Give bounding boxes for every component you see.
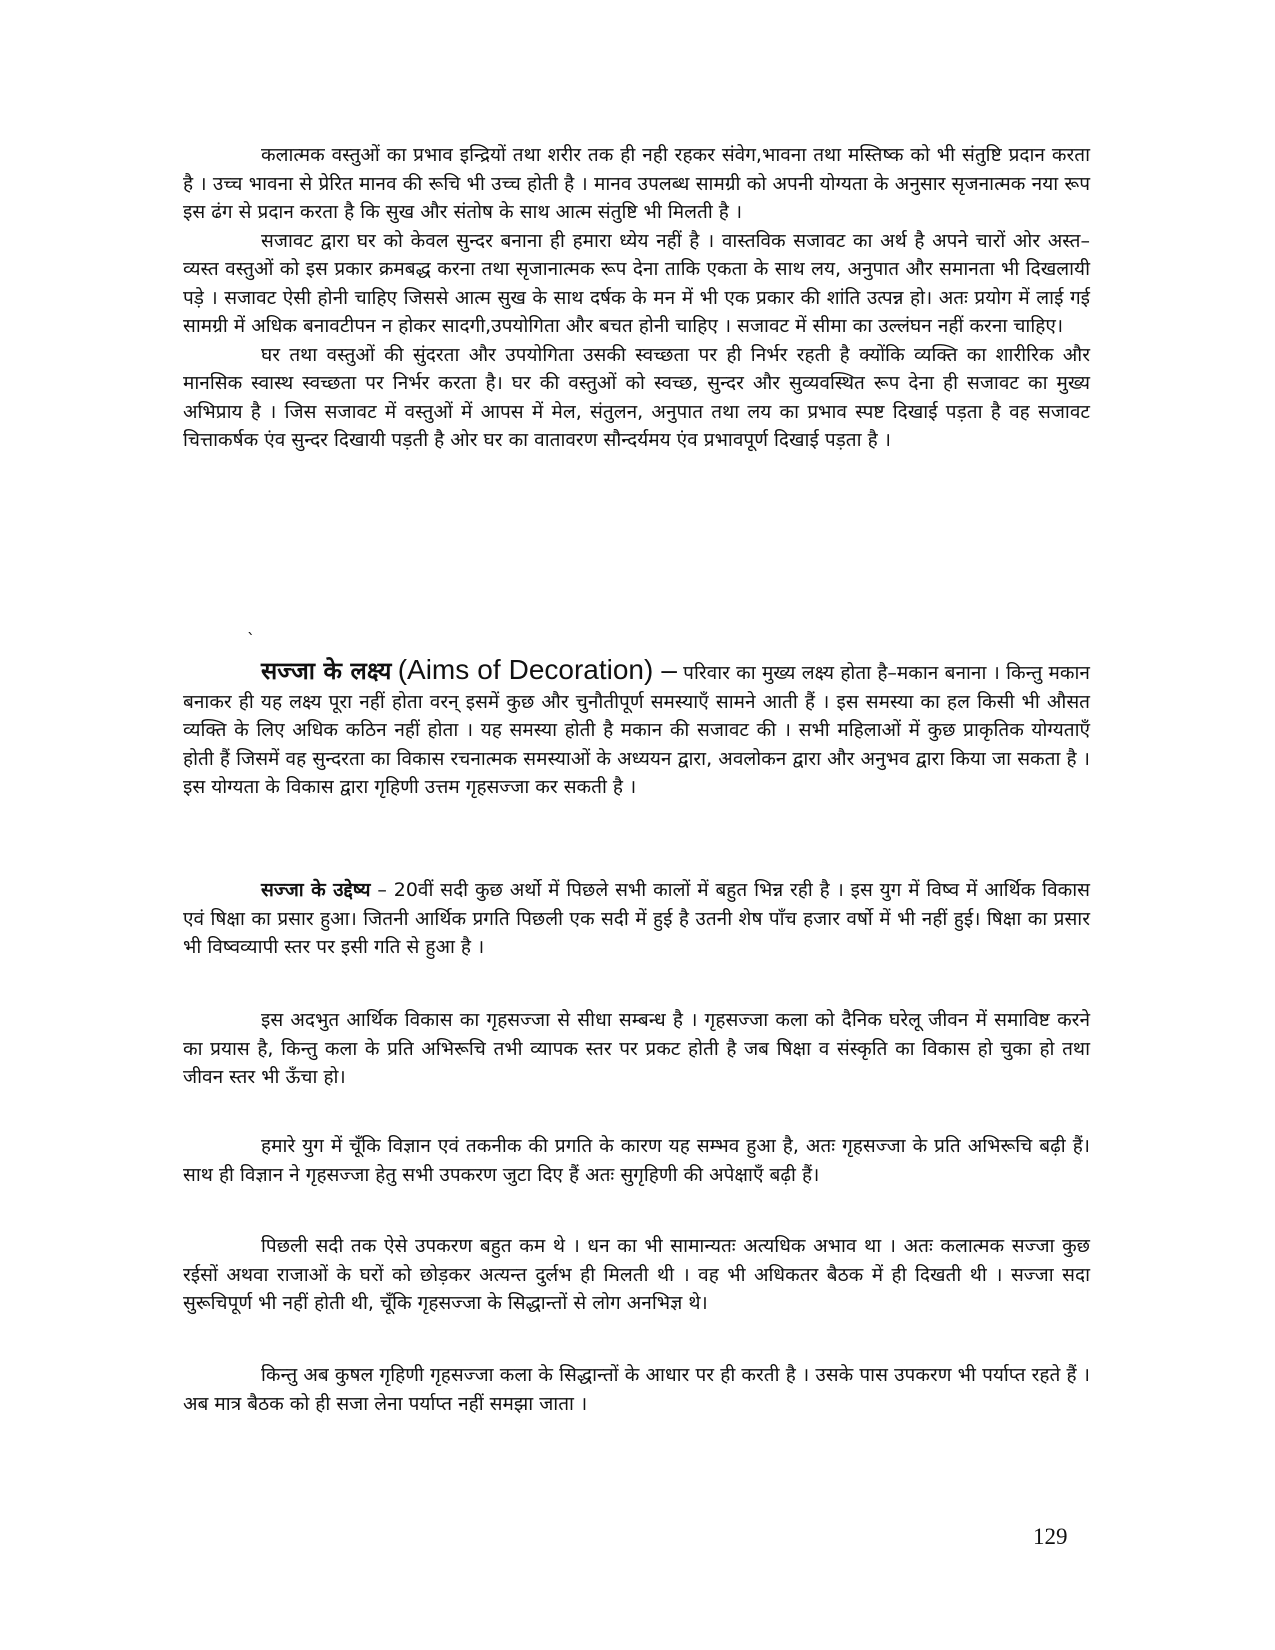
- body-paragraph-block: [183, 1361, 1090, 1418]
- objectives-paragraph: [183, 876, 1090, 962]
- aims-paragraph: [183, 656, 1090, 802]
- aims-text: परिवार का मुख्य लक्ष्य होता है–मकान बनाना । किन्तु मकान बनाकर ही यह लक्ष्य पूरा नहीं होता वरन् इसमें कुछ और चुनौतीपूर्ण समस्याएँ सामने आती हैं । इस समस्या का हल किसी भी औसत व्यक्ति के लिए अधिक कठिन नहीं होता । यह समस्या होती है मकान की सजावट की । सभी महिलाओं में कुछ प्राकृतिक योग्यताएँ होती हैं जिसमें वह सुन्दरता का विकास रचनात्मक समस्याओं के अध्ययन द्वारा, अवलोकन द्वारा और अनुभव द्वारा किया जा सकता है । इस योग्यता के विकास द्वारा गृहिणी उत्तम गृहसज्जा कर सकती है ।: [183, 662, 1090, 798]
- objectives-heading: सज्जा के उद्देष्य: [261, 879, 371, 901]
- body-paragraph: घर तथा वस्तुओं की सुंदरता और उपयोगिता उसकी स्वच्छता पर ही निर्भर रहती है क्योंकि व्यक्ति का शारीरिक और मानसिक स्वास्थ स्वच्छता पर निर्भर करता है। घर की वस्तुओं को स्वच्छ, सुन्दर और सुव्यवस्थित रूप देना ही सजावट का मुख्य अभिप्राय है । जिस सजावट में वस्तुओं में आपस में मेल, संतुलन, अनुपात तथा लय का प्रभाव स्पष्ट दिखाई पड़ता है वह सजावट चित्ताकर्षक एंव सुन्दर दिखायी पड़ती है ओर घर का वातावरण सौन्दर्यमय एंव प्रभावपूर्ण दिखाई पड़ता है ।: [183, 343, 1090, 451]
- objectives-section: [183, 876, 1090, 962]
- stray-mark: `: [247, 630, 255, 649]
- body-paragraph-block: [183, 1232, 1090, 1318]
- body-paragraph: हमारे युग में चूँकि विज्ञान एवं तकनीक की प्रगति के कारण यह सम्भव हुआ है, अतः गृहसज्जा के प्रति अभिरूचि बढ़ी हैं। साथ ही विज्ञान ने गृहसज्जा हेतु सभी उपकरण जुटा दिए हैं अतः सुगृहिणी की अपेक्षाएँ बढ़ी हैं।: [183, 1135, 1090, 1186]
- section-heading-english: (Aims of Decoration) –: [397, 654, 677, 685]
- body-paragraph-block: [183, 1132, 1090, 1189]
- intro-section: [183, 141, 1090, 455]
- body-paragraph: पिछली सदी तक ऐसे उपकरण बहुत कम थे । धन का भी सामान्यतः अत्यधिक अभाव था । अतः कलात्मक सज्जा कुछ रईसों अथवा राजाओं के घरों को छोड़कर अत्यन्त दुर्लभ ही मिलती थी । वह भी अधिकतर बैठक में ही दिखती थी । सज्जा सदा सुरूचिपूर्ण भी नहीं होती थी, चूँकि गृहसज्जा के सिद्धान्तों से लोग अनभिज्ञ थे।: [183, 1235, 1090, 1314]
- body-paragraph: इस अदभुत आर्थिक विकास का गृहसज्जा से सीधा सम्बन्ध है । गृहसज्जा कला को दैनिक घरेलू जीवन में समाविष्ट करने का प्रयास है, किन्तु कला के प्रति अभिरूचि तभी व्यापक स्तर पर प्रकट होती है जब षिक्षा व संस्कृति का विकास हो चुका हो तथा जीवन स्तर भी ऊँचा हो।: [183, 1009, 1090, 1088]
- body-paragraph-block: [183, 1006, 1090, 1092]
- objectives-text: – 20वीं सदी कुछ अर्थो में पिछले सभी कालों में बहुत भिन्न रही है । इस युग में विष्व में आर्थिक विकास एवं षिक्षा का प्रसार हुआ। जितनी आर्थिक प्रगति पिछली एक सदी में हुई है उतनी शेष पाँच हजार वर्षो में भी नहीं हुई। षिक्षा का प्रसार भी विष्वव्यापी स्तर पर इसी गति से हुआ है ।: [183, 879, 1090, 958]
- body-paragraph: कलात्मक वस्तुओं का प्रभाव इन्द्रियों तथा शरीर तक ही नही रहकर संवेग,भावना तथा मस्तिष्क को भी संतुष्टि प्रदान करता है । उच्च भावना से प्रेरित मानव की रूचि भी उच्च होती है । मानव उपलब्ध सामग्री को अपनी योग्यता के अनुसार सृजनात्मक नया रूप इस ढंग से प्रदान करता है कि सुख और संतोष के साथ आत्म संतुष्टि भी मिलती है ।: [183, 144, 1090, 223]
- body-paragraph: सजावट द्वारा घर को केवल सुन्दर बनाना ही हमारा ध्येय नहीं है । वास्तविक सजावट का अर्थ है अपने चारों ओर अस्त–व्यस्त वस्तुओं को इस प्रकार क्रमबद्ध करना तथा सृजानात्मक रूप देना ताकि एकता के साथ लय, अनुपात और समानता भी दिखलायी पड़े । सजावट ऐसी होनी चाहिए जिससे आत्म सुख के साथ दर्षक के मन में भी एक प्रकार की शांति उत्पन्न हो। अतः प्रयोग में लाई गई सामग्री में अधिक बनावटीपन न होकर सादगी,उपयोगिता और बचत होनी चाहिए । सजावट में सीमा का उल्लंघन नहीं करना चाहिए।: [183, 229, 1090, 337]
- section-heading-hindi: सज्जा के लक्ष्य: [261, 657, 392, 685]
- body-paragraph: किन्तु अब कुषल गृहिणी गृहसज्जा कला के सिद्धान्तों के आधार पर ही करती है । उसके पास उपकरण भी पर्याप्त रहते हैं । अब मात्र बैठक को ही सजा लेना पर्याप्त नहीं समझा जाता ।: [183, 1364, 1090, 1415]
- aims-section: [183, 656, 1090, 802]
- page-number: 129: [1033, 1524, 1068, 1549]
